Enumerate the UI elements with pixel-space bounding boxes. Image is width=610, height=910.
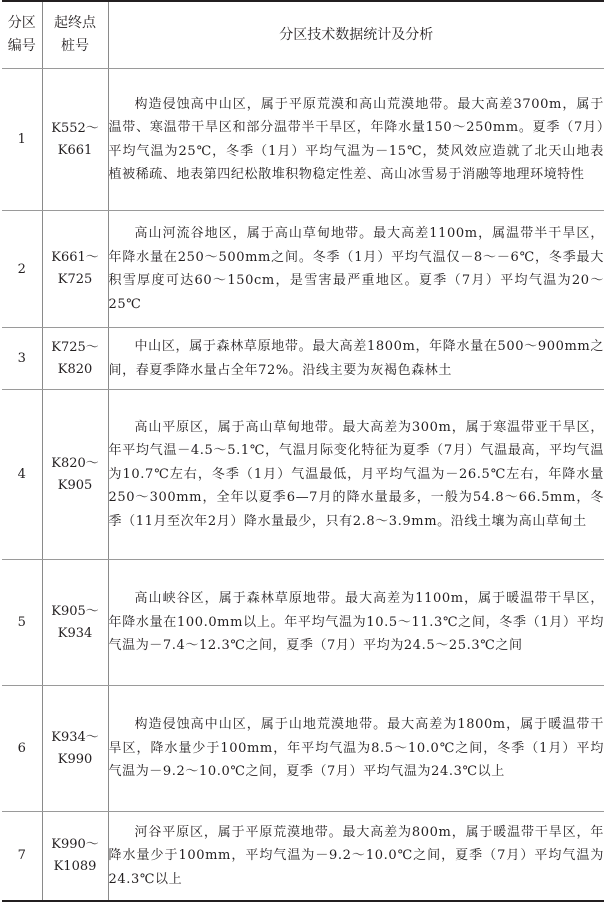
header-zone-number-line2: 编号 bbox=[7, 38, 36, 54]
header-analysis: 分区技术数据统计及分析 bbox=[108, 1, 604, 69]
zone-number: 2 bbox=[2, 211, 42, 328]
zone-number: 3 bbox=[2, 328, 42, 390]
station-range bbox=[42, 560, 108, 686]
zone-description: 构造侵蚀高中山区，属于山地荒漠地带。最大高差为1800m，属于暖温带干旱区，降水量少于100mm，年平均气温为8.5～10.0℃之间，冬季（1月）平均气温为－9.2～10.0℃之间，夏季（7月）平均气温为24.3℃以上 bbox=[108, 686, 604, 812]
zone-description: 构造侵蚀高中山区，属于平原荒漠和高山荒漠地带。最大高差3700m，属于温带、寒温带干旱区和部分温带半干旱区，年降水量150～250mm。夏季（7月）平均气温为25℃，冬季（1月）平均气温为－15℃，焚风效应造就了北天山地表植被稀疏、地表第四纪松散堆积物稳定性差、高山冰雪易于消融等地理环境特性 bbox=[108, 69, 604, 211]
station-end: K1089 bbox=[53, 858, 97, 874]
station-range bbox=[42, 812, 108, 901]
zone-number: 4 bbox=[2, 390, 42, 560]
station-end: K934 bbox=[57, 625, 93, 641]
station-start: K905～ bbox=[51, 603, 99, 619]
table-row bbox=[2, 328, 604, 390]
zone-description: 高山峡谷区，属于森林草原地带。最大高差为1100m，属于暖温带干旱区，年降水量在100.0mm以上。年平均气温为10.5～11.3℃之间，冬季（1月）平均气温为－7.4～12.3℃之间，夏季（7月）平均为24.5～25.3℃之间 bbox=[108, 560, 604, 686]
zone-description: 高山河流谷地区，属于高山草甸地带。最大高差1100m，属温带半干旱区，年降水量在250～500mm之间。冬季（1月）平均气温仅－8～－6℃，冬季最大积雪厚度可达60～150cm，是雪害最严重地区。夏季（7月）平均气温为20～25℃ bbox=[108, 211, 604, 328]
station-start: K552～ bbox=[51, 120, 99, 136]
table-row bbox=[2, 560, 604, 686]
header-station-range-line1: 起终点 bbox=[54, 15, 96, 31]
station-range bbox=[42, 328, 108, 390]
station-start: K725～ bbox=[51, 339, 99, 355]
station-range bbox=[42, 69, 108, 211]
zone-number: 6 bbox=[2, 686, 42, 812]
station-end: K990 bbox=[57, 751, 93, 767]
zone-data-table bbox=[2, 0, 604, 902]
header-zone-number-line1: 分区 bbox=[7, 15, 36, 31]
station-range bbox=[42, 211, 108, 328]
table-header-row bbox=[2, 1, 604, 69]
station-range bbox=[42, 390, 108, 560]
zone-description: 中山区，属于森林草原地带。最大高差1800m，年降水量在500～900mm之间，春夏季降水量占全年72%。沿线主要为灰褐色森林土 bbox=[108, 328, 604, 390]
table-row bbox=[2, 390, 604, 560]
table-row bbox=[2, 69, 604, 211]
station-start: K990～ bbox=[51, 836, 99, 852]
zone-number: 5 bbox=[2, 560, 42, 686]
station-range bbox=[42, 686, 108, 812]
station-start: K820～ bbox=[51, 455, 99, 471]
table-row bbox=[2, 211, 604, 328]
zone-description: 高山平原区，属于高山草甸地带。最大高差为300m，属于寒温带亚干旱区，年平均气温－4.5～5.1℃，气温月际变化特征为夏季（7月）气温最高，平均气温为10.7℃左右，冬季（1月）气温最低，月平均气温为－26.5℃左右，年降水量250～300mm，全年以夏季6—7月的降水量最多，一般为54.8～66.5mm，冬季（11月至次年2月）降水量最少，只有2.8～3.9mm。沿线土壤为高山草甸土 bbox=[108, 390, 604, 560]
station-end: K725 bbox=[57, 272, 93, 287]
header-station-range-line2: 桩号 bbox=[61, 38, 89, 54]
station-end: K661 bbox=[57, 142, 93, 158]
zone-number: 1 bbox=[2, 69, 42, 211]
station-start: K934～ bbox=[51, 729, 99, 745]
header-station-range bbox=[42, 1, 108, 69]
zone-number: 7 bbox=[2, 812, 42, 901]
station-end: K820 bbox=[57, 361, 93, 377]
table-row bbox=[2, 686, 604, 812]
header-zone-number bbox=[2, 1, 42, 69]
table-row bbox=[2, 812, 604, 901]
zone-description: 河谷平原区，属于平原荒漠地带。最大高差为800m，属于暖温带干旱区，年降水量少于100mm，平均气温为－9.2～10.0℃之间，夏季（7月）平均气温为24.3℃以上 bbox=[108, 812, 604, 901]
station-end: K905 bbox=[57, 477, 93, 493]
station-start: K661～ bbox=[51, 250, 99, 265]
